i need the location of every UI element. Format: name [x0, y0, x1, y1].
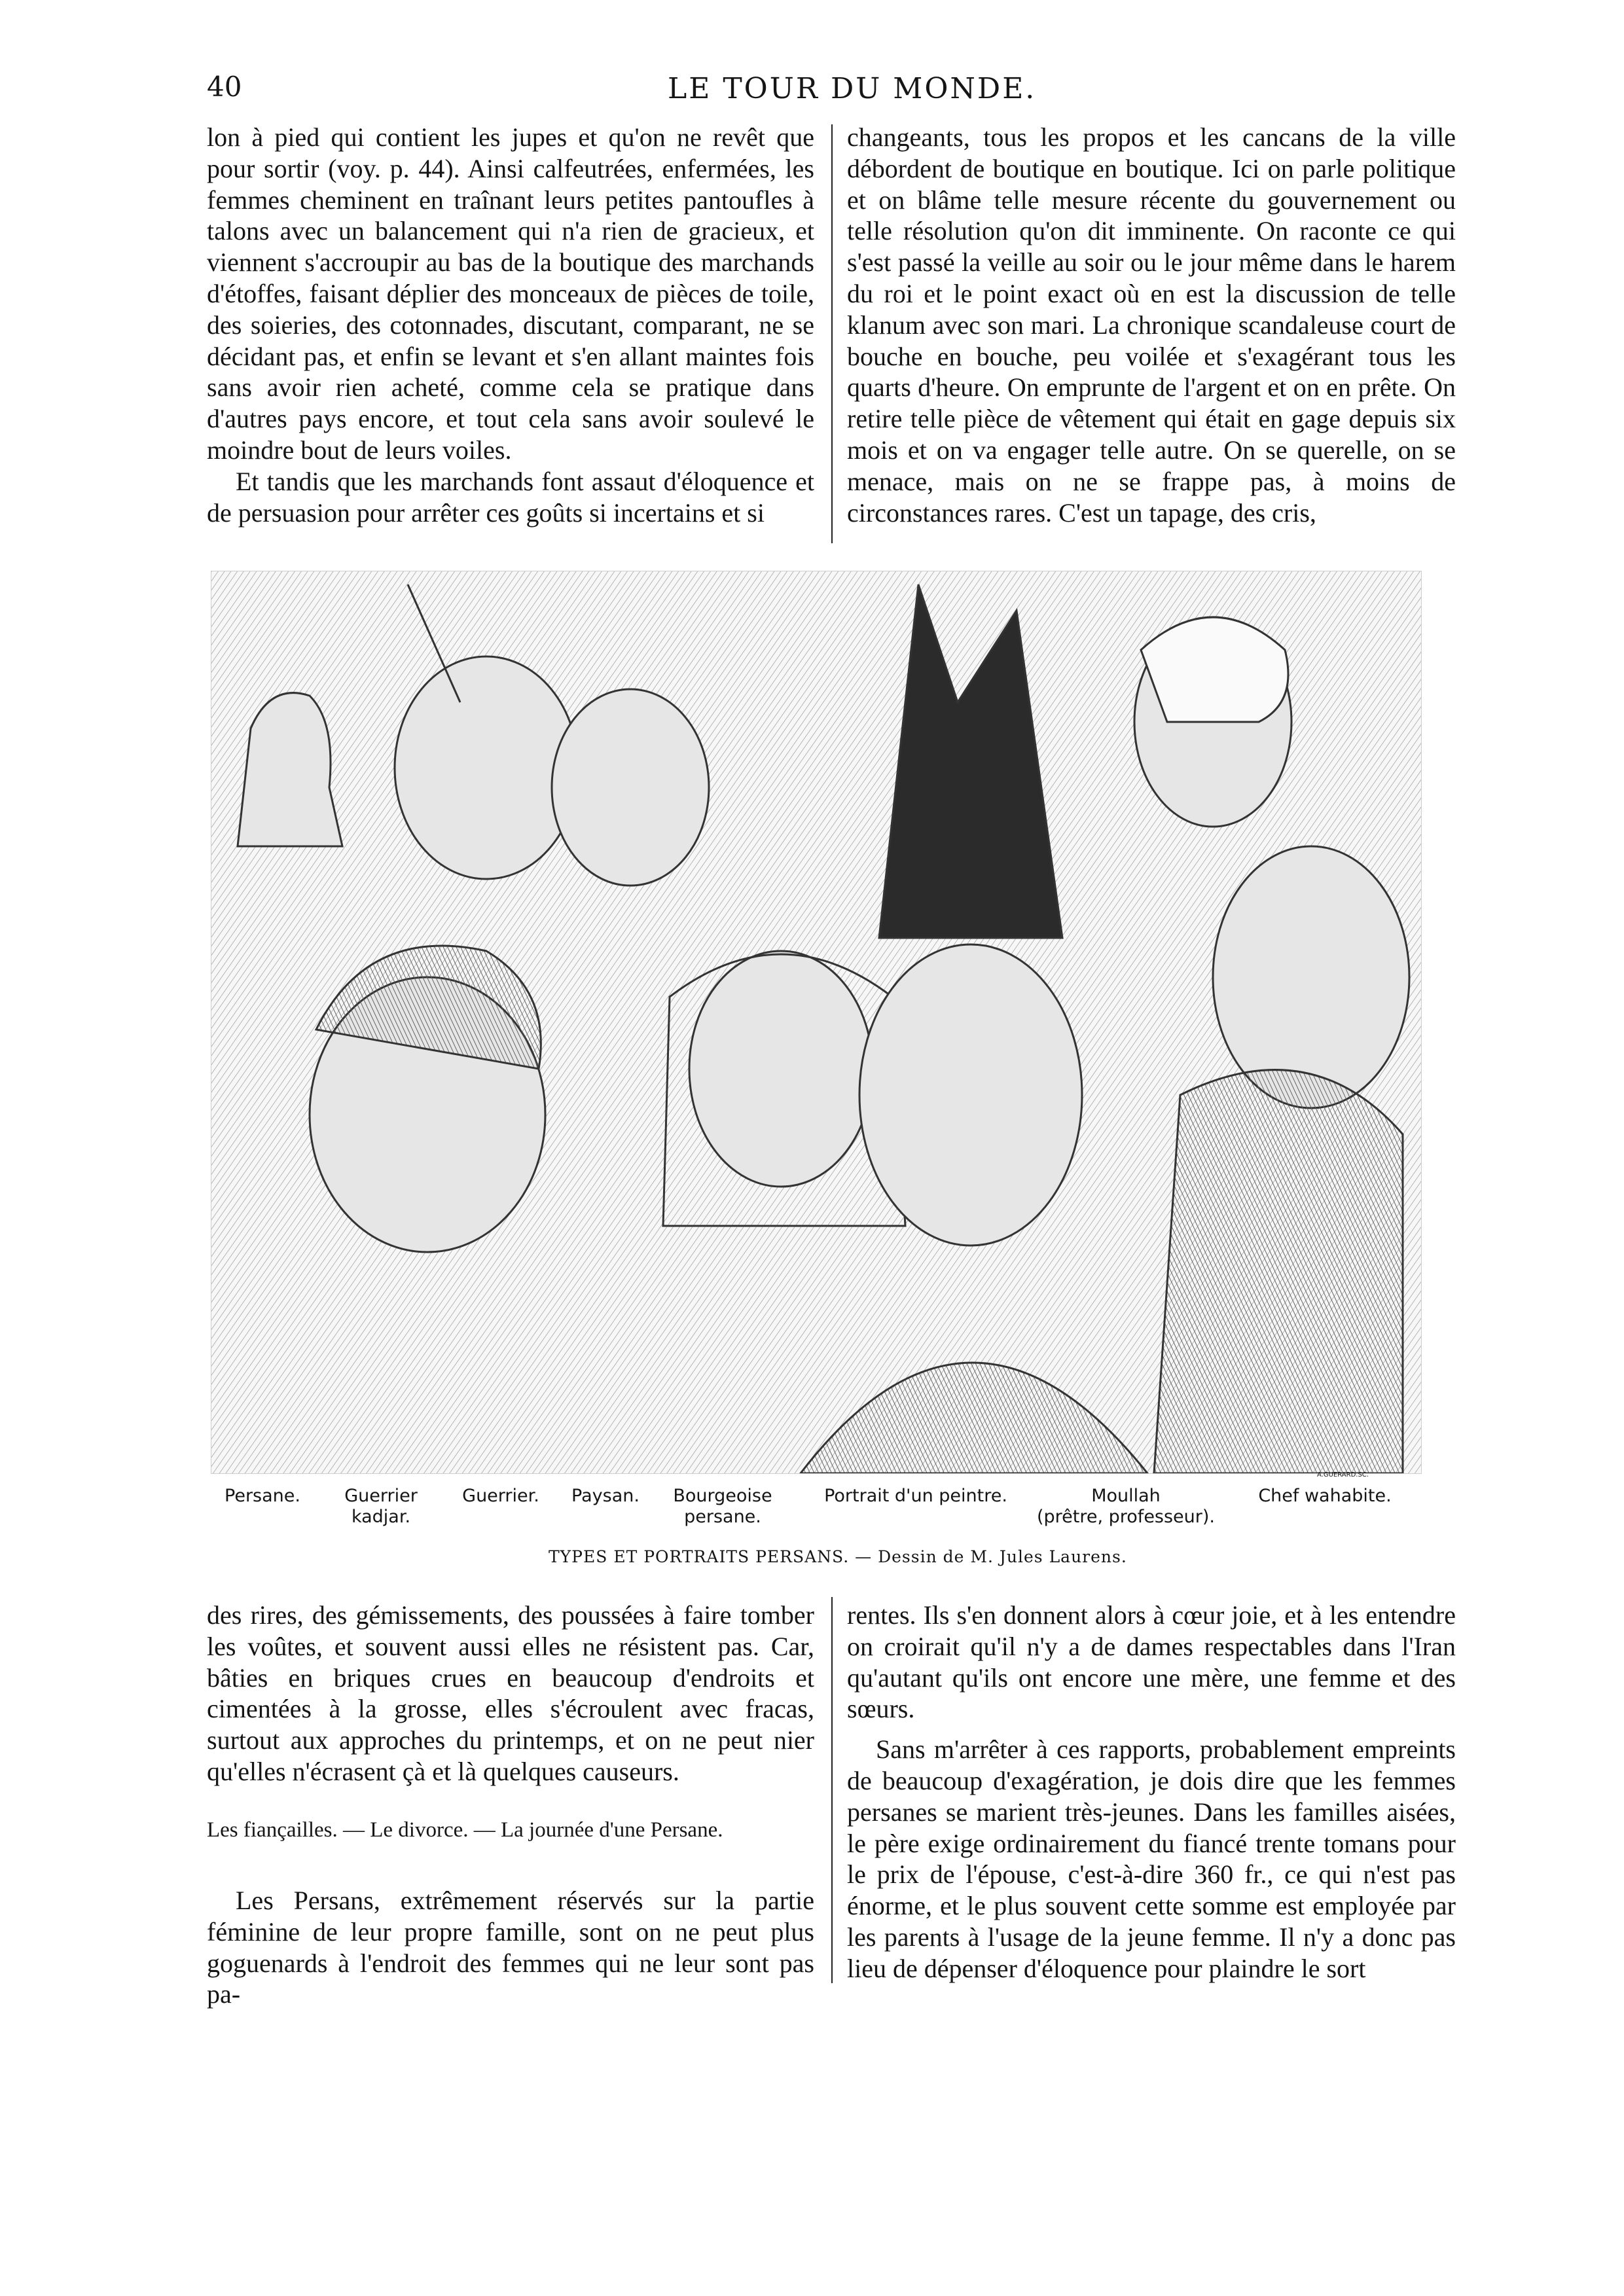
bottom-right-column	[847, 1600, 1456, 1984]
figure-label-line: Moullah	[1091, 1486, 1161, 1506]
figure-label-chef-wahabite	[1246, 1486, 1403, 1507]
page-number: 40	[207, 71, 242, 103]
paragraph: lon à pied qui contient les jupes et qu'on ne revêt que pour sortir (voy. p. 44). Ainsi calfeutrées, enfermées, les femmes cheminent en traînant leurs petites pantoufles à talons avec un balancement qui n'a rien de gracieux, et viennent s'accroupir au bas de la boutique des marchands d'étoffes, faisant déplier des monceaux de pièces de toile, des soieries, des cotonnades, discutant, comparant, ne se décidant pas, et enfin se levant et s'en allant maintes fois sans avoir rien acheté, comme cela se pratique dans d'autres pays encore, et tout cela sans avoir soulevé le moindre bout de leurs voiles.	[207, 122, 814, 465]
engraver-signature: A.GUERARD.SC.	[1317, 1471, 1369, 1479]
figure-label-guerrier-kadjar	[335, 1486, 427, 1528]
engraving-illustration	[211, 571, 1422, 1474]
paragraph: Et tandis que les marchands font assaut d'éloquence et de persuasion pour arrêter ces goûts si incertains et si	[207, 466, 814, 528]
portraits-engraving-icon	[211, 571, 1421, 1473]
column-divider	[831, 1597, 833, 1983]
figure-label-moullah	[1021, 1486, 1231, 1528]
bottom-left-column	[207, 1600, 814, 1787]
paragraph: Les Persans, extrêmement réservés sur la partie féminine de leur propre famille, sont on ne peut plus goguenards à l'endroit des femmes qui ne leur sont pas pa-	[207, 1886, 814, 2009]
figure-label-line: Guerrier	[344, 1486, 418, 1506]
figure-label-line: Chef wahabite.	[1258, 1486, 1392, 1506]
figure-label-guerrier	[452, 1486, 550, 1507]
section-subheading: Les fiançailles. — Le divorce. — La journée d'une Persane.	[207, 1818, 723, 1842]
figure-label-persane	[213, 1486, 312, 1507]
figure-label-line: Paysan.	[571, 1486, 640, 1506]
paragraph: des rires, des gémissements, des poussées à faire tomber les voûtes, et souvent aussi elles ne résistent pas. Car, bâties en briques crues en beaucoup d'endroits et cimentées à la grosse, elles s'écroulent avec fracas, surtout aux approches du printemps, et on ne peut nier qu'elles n'écrasent çà et là quelques causeurs.	[207, 1600, 814, 1786]
figure-label-line: Persane.	[225, 1486, 300, 1506]
figure-label-line: persane.	[684, 1507, 761, 1527]
column-divider	[831, 124, 833, 543]
figure-label-line: Guerrier.	[462, 1486, 539, 1506]
figure-label-line: Portrait d'un peintre.	[824, 1486, 1007, 1506]
top-left-column	[207, 122, 814, 528]
figure-label-line: (prêtre, professeur).	[1036, 1507, 1216, 1527]
paragraph: rentes. Ils s'en donnent alors à cœur joie, et à les entendre on croirait qu'il n'y a de dames respectables dans l'Iran qu'autant qu'ils ont encore une mère, une femme et des sœurs.	[847, 1600, 1456, 1724]
figure-label-line: Bourgeoise	[673, 1486, 772, 1506]
running-title: LE TOUR DU MONDE.	[668, 72, 1037, 105]
bottom-left-column-continued	[207, 1885, 814, 2010]
figure-caption: TYPES ET PORTRAITS PERSANS. — Dessin de M. Jules Laurens.	[549, 1547, 1127, 1566]
figure-label-line: kadjar.	[351, 1507, 411, 1527]
figure-label-portrait-peintre	[814, 1486, 1017, 1507]
paragraph: changeants, tous les propos et les cancans de la ville débordent de boutique en boutique. Ici on parle politique et on blâme telle mesure récente du gouvernement ou telle résolution qu'on dit imminente. On raconte ce qui s'est passé la veille au soir ou le jour même dans le harem du roi et le point exact où en est la discussion de telle klanum avec son mari. La chronique scandaleuse court de bouche en bouche, peu voilée et s'exagérant tous les quarts d'heure. On emprunte de l'argent et on en prête. On retire telle pièce de vêtement qui était en gage depuis six mois et on va engager telle autre. On se querelle, on se menace, mais on ne se frappe pas, à moins de circonstances rares. C'est un tapage, des cris,	[847, 122, 1456, 528]
figure-label-paysan	[563, 1486, 648, 1507]
figure-label-bourgeoise	[657, 1486, 788, 1528]
top-right-column	[847, 122, 1456, 528]
paragraph: Sans m'arrêter à ces rapports, probablement empreints de beaucoup d'exagération, je dois dire que les femmes persanes se marient très-jeunes. Dans les familles aisées, le père exige ordinairement du fiancé trente tomans pour le prix de l'épouse, c'est-à-dire 360 fr., ce qui n'est pas énorme, et le plus souvent cette somme est employée par les parents à l'usage de la jeune femme. Il n'y a donc pas lieu de dépenser d'éloquence pour plaindre le sort	[847, 1734, 1456, 1983]
